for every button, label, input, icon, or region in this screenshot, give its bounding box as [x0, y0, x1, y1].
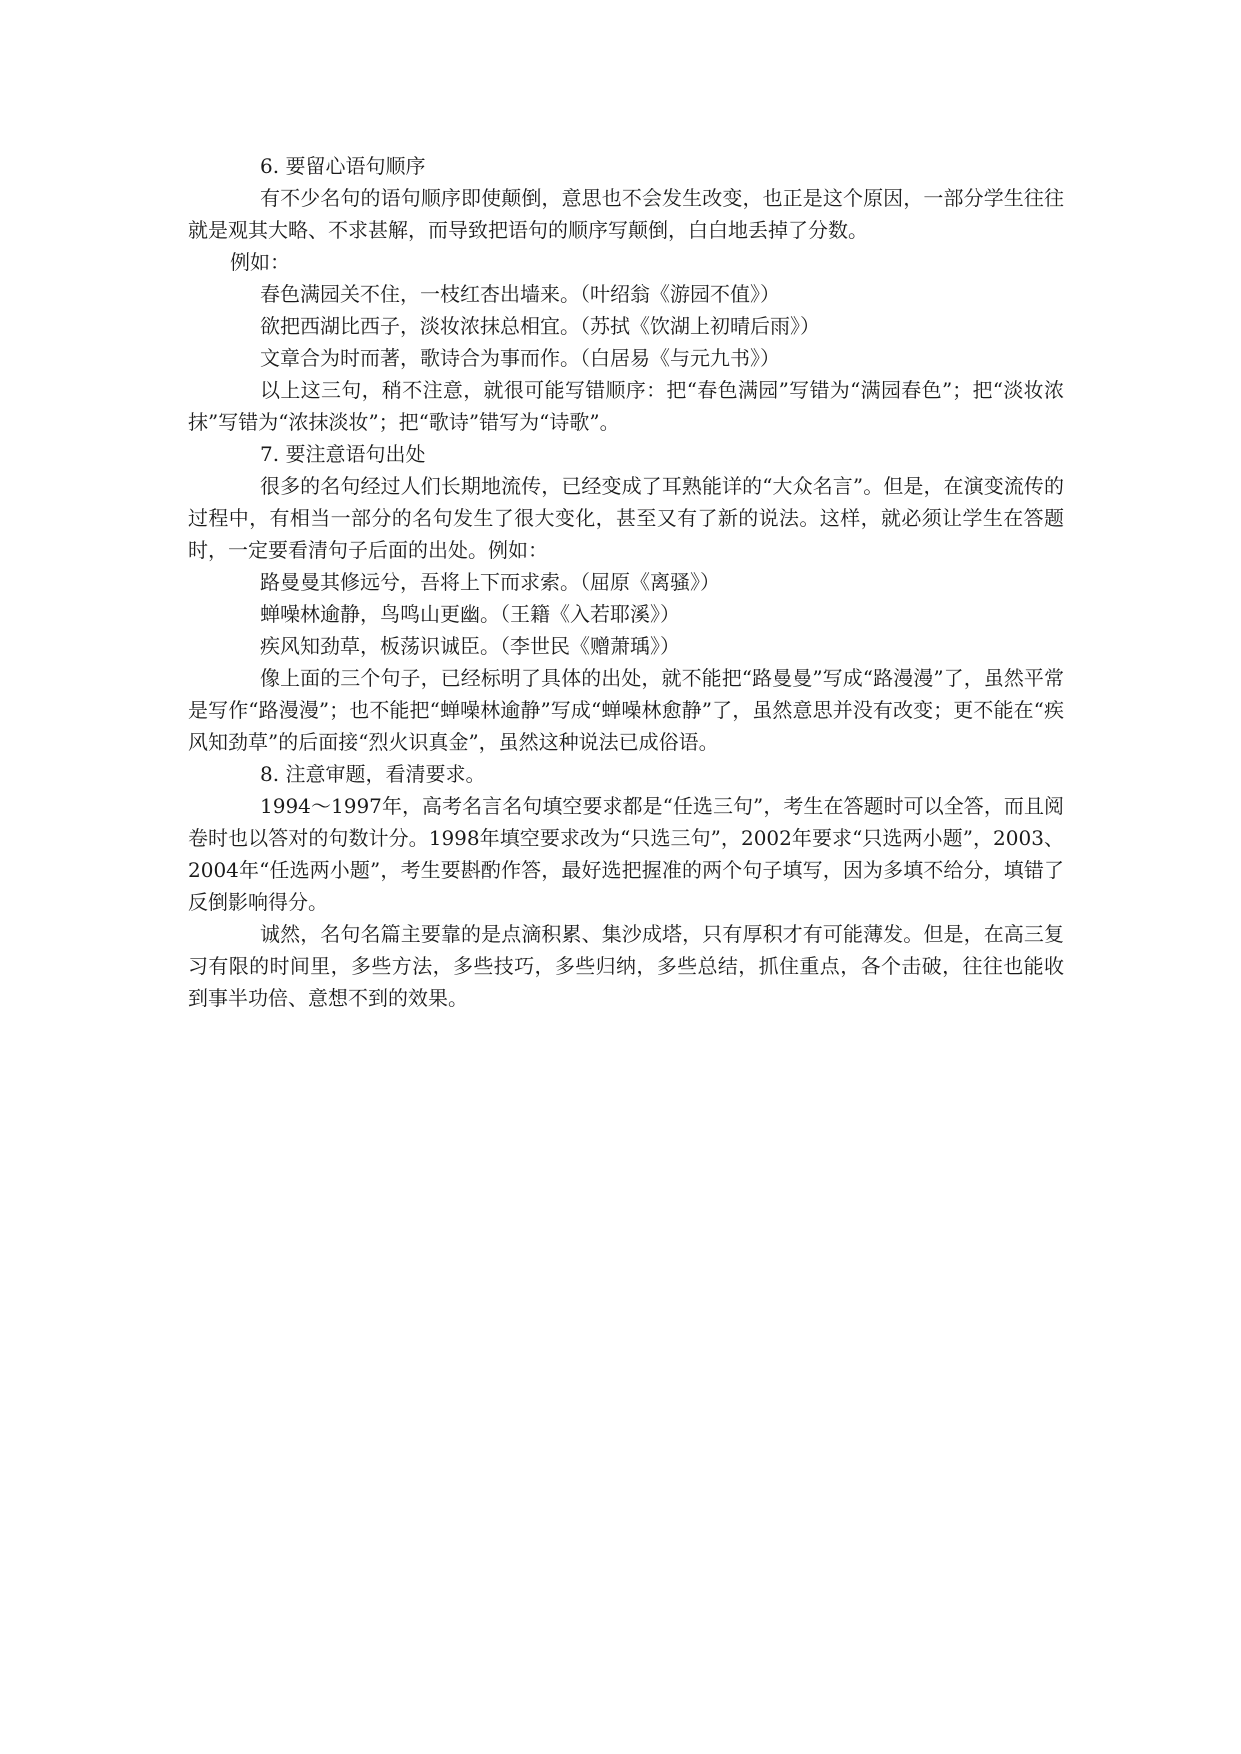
body-paragraph: 像上面的三个句子，已经标明了具体的出处，就不能把“路曼曼”写成“路漫漫”了，虽然平常是写作“路漫漫”；也不能把“蝉噪林逾静”写成“蝉噪林愈静”了，虽然意思并没有改变；更不能在“疾风知劲草”的后面接“烈火识真金”，虽然这种说法已成俗语。 [188, 666, 1064, 754]
example-line: 蝉噪林逾静，鸟鸣山更幽。（王籍《入若耶溪》） [260, 602, 680, 626]
body-paragraph: 以上这三句，稍不注意，就很可能写错顺序：把“春色满园”写错为“满园春色”；把“淡妆浓抹”写错为“浓抹淡妆”；把“歌诗”错写为“诗歌”。 [188, 378, 1064, 434]
section-heading: 8. 注意审题，看清要求。 [260, 762, 486, 786]
body-paragraph: 很多的名句经过人们长期地流传，已经变成了耳熟能详的“大众名言”。但是，在演变流传的过程中，有相当一部分的名句发生了很大变化，甚至又有了新的说法。这样，就必须让学生在答题时，一定要看清句子后面的出处。例如： [188, 474, 1064, 562]
example-line: 疾风知劲草，板荡识诚臣。（李世民《赠萧瑀》） [260, 634, 680, 658]
section-heading: 6. 要留心语句顺序 [260, 154, 426, 178]
example-line: 春色满园关不住，一枝红杏出墙来。（叶绍翁《游园不值》） [260, 282, 780, 306]
example-intro: 例如： [230, 250, 290, 274]
example-line: 欲把西湖比西子，淡妆浓抹总相宜。（苏拭《饮湖上初晴后雨》） [260, 314, 820, 338]
example-line: 文章合为时而著，歌诗合为事而作。（白居易《与元九书》） [260, 346, 780, 370]
body-paragraph: 有不少名句的语句顺序即使颠倒，意思也不会发生改变，也正是这个原因，一部分学生往往就是观其大略、不求甚解，而导致把语句的顺序写颠倒，白白地丢掉了分数。 [188, 186, 1064, 242]
body-paragraph: 诚然，名句名篇主要靠的是点滴积累、集沙成塔，只有厚积才有可能薄发。但是，在高三复习有限的时间里，多些方法，多些技巧，多些归纳，多些总结，抓住重点，各个击破，往往也能收到事半功倍、意想不到的效果。 [188, 922, 1064, 1010]
document-body [188, 150, 1064, 1014]
body-paragraph: 1994～1997年，高考名言名句填空要求都是“任选三句”，考生在答题时可以全答，而且阅卷时也以答对的句数计分。1998年填空要求改为“只选三句”，2002年要求“只选两小题”，2003、2004年“任选两小题”，考生要斟酌作答，最好选把握准的两个句子填写，因为多填不给分，填错了反倒影响得分。 [188, 794, 1064, 914]
section-heading: 7. 要注意语句出处 [260, 442, 426, 466]
example-line: 路曼曼其修远兮，吾将上下而求索。（屈原《离骚》） [260, 570, 720, 594]
